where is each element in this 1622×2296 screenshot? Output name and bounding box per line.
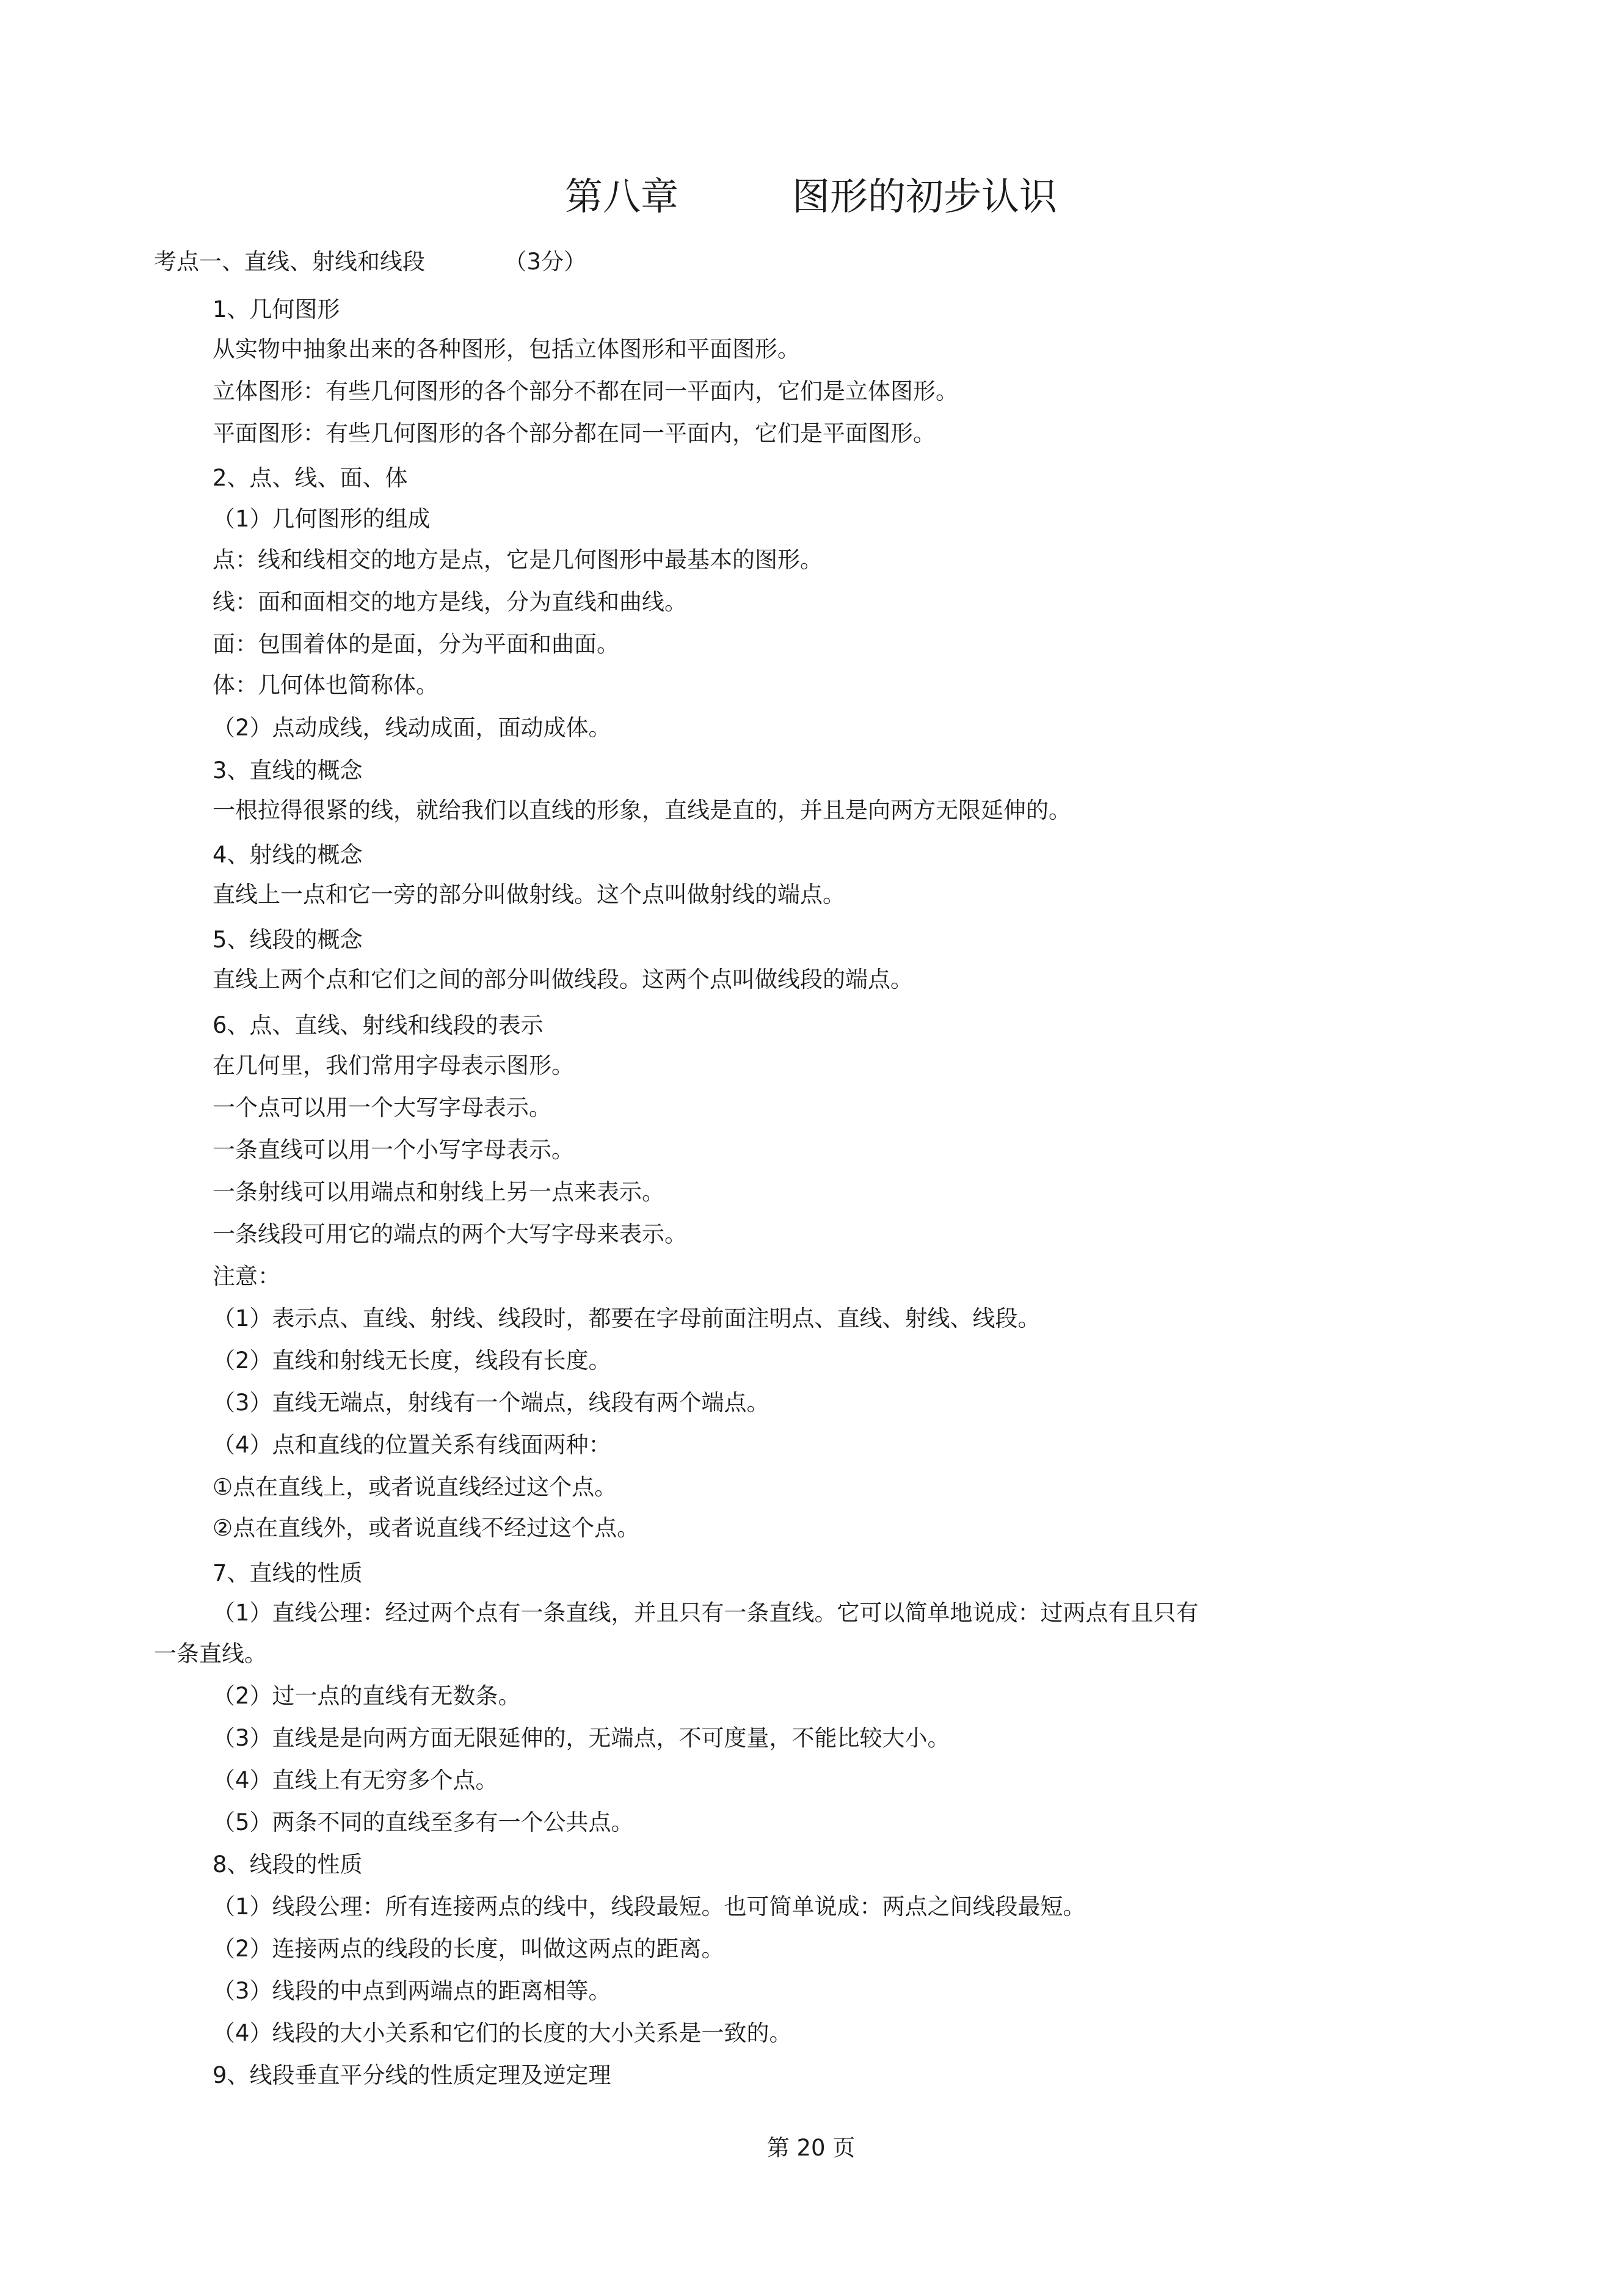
paragraph-line: （5）两条不同的直线至多有一个公共点。 bbox=[213, 1809, 634, 1835]
paragraph-line: 立体图形：有些几何图形的各个部分不都在同一平面内，它们是立体图形。 bbox=[213, 378, 958, 404]
paragraph-line: （1）线段公理：所有连接两点的线中，线段最短。也可简单说成：两点之间线段最短。 bbox=[213, 1893, 1086, 1920]
subsection-heading: 5、线段的概念 bbox=[213, 927, 363, 953]
paragraph-line: 点：线和线相交的地方是点，它是几何图形中最基本的图形。 bbox=[213, 547, 823, 573]
paragraph-line: 一条线段可用它的端点的两个大写字母来表示。 bbox=[213, 1221, 687, 1247]
paragraph-line: （3）直线是是向两方面无限延伸的，无端点，不可度量，不能比较大小。 bbox=[213, 1725, 950, 1751]
chapter-title: 第八章 图形的初步认识 bbox=[564, 174, 1057, 219]
paragraph-line: （1）直线公理：经过两个点有一条直线，并且只有一条直线。它可以简单地说成：过两点有且只有 bbox=[213, 1600, 1199, 1626]
paragraph-line: 一条射线可以用端点和射线上另一点来表示。 bbox=[213, 1179, 664, 1205]
subsection-heading: 2、点、线、面、体 bbox=[213, 465, 408, 491]
subsection-heading: 7、直线的性质 bbox=[213, 1560, 363, 1586]
paragraph-line: 直线上两个点和它们之间的部分叫做线段。这两个点叫做线段的端点。 bbox=[213, 966, 913, 993]
paragraph-line: （4）点和直线的位置关系有线面两种： bbox=[213, 1432, 611, 1458]
note-heading: 注意： bbox=[213, 1263, 280, 1289]
paragraph-line: 一根拉得很紧的线，就给我们以直线的形象，直线是直的，并且是向两方无限延伸的。 bbox=[213, 797, 1071, 823]
paragraph-line: （3）线段的中点到两端点的距离相等。 bbox=[213, 1978, 611, 2004]
subsection-heading: 8、线段的性质 bbox=[213, 1851, 363, 1878]
paragraph-line: （2）连接两点的线段的长度，叫做这两点的距离。 bbox=[213, 1936, 724, 1962]
subsection-heading: 1、几何图形 bbox=[213, 296, 340, 323]
paragraph-line: 在几何里，我们常用字母表示图形。 bbox=[213, 1052, 574, 1079]
paragraph-line: （2）点动成线，线动成面，面动成体。 bbox=[213, 715, 611, 741]
paragraph-line: ②点在直线外，或者说直线不经过这个点。 bbox=[213, 1515, 640, 1541]
paragraph-line: （4）直线上有无穷多个点。 bbox=[213, 1767, 498, 1793]
paragraph-line: （2）过一点的直线有无数条。 bbox=[213, 1683, 521, 1709]
paragraph-line: 线：面和面相交的地方是线，分为直线和曲线。 bbox=[213, 589, 687, 615]
paragraph-line: （1）几何图形的组成 bbox=[213, 506, 431, 532]
subsection-heading: 6、点、直线、射线和线段的表示 bbox=[213, 1012, 544, 1038]
subsection-heading: 9、线段垂直平分线的性质定理及逆定理 bbox=[213, 2062, 611, 2088]
paragraph-line: 平面图形：有些几何图形的各个部分都在同一平面内，它们是平面图形。 bbox=[213, 420, 936, 446]
paragraph-line: 一条直线。 bbox=[154, 1641, 267, 1667]
paragraph-line: 从实物中抽象出来的各种图形，包括立体图形和平面图形。 bbox=[213, 336, 800, 362]
subsection-heading: 4、射线的概念 bbox=[213, 842, 363, 868]
paragraph-line: 体：几何体也简称体。 bbox=[213, 672, 438, 698]
paragraph-line: 一条直线可以用一个小写字母表示。 bbox=[213, 1137, 574, 1163]
paragraph-line: （3）直线无端点，射线有一个端点，线段有两个端点。 bbox=[213, 1390, 769, 1416]
paragraph-line: 直线上一点和它一旁的部分叫做射线。这个点叫做射线的端点。 bbox=[213, 881, 845, 908]
subsection-heading: 3、直线的概念 bbox=[213, 757, 363, 784]
paragraph-line: 面：包围着体的是面，分为平面和曲面。 bbox=[213, 631, 619, 657]
paragraph-line: ①点在直线上，或者说直线经过这个点。 bbox=[213, 1474, 617, 1500]
paragraph-line: （2）直线和射线无长度，线段有长度。 bbox=[213, 1347, 611, 1374]
paragraph-line: （1）表示点、直线、射线、线段时，都要在字母前面注明点、直线、射线、线段。 bbox=[213, 1305, 1041, 1332]
page-number: 第 20 页 bbox=[766, 2135, 856, 2161]
paragraph-line: （4）线段的大小关系和它们的长度的大小关系是一致的。 bbox=[213, 2020, 792, 2046]
paragraph-line: 一个点可以用一个大写字母表示。 bbox=[213, 1095, 551, 1121]
section-heading-1: 考点一、直线、射线和线段 （3分） bbox=[154, 249, 587, 275]
